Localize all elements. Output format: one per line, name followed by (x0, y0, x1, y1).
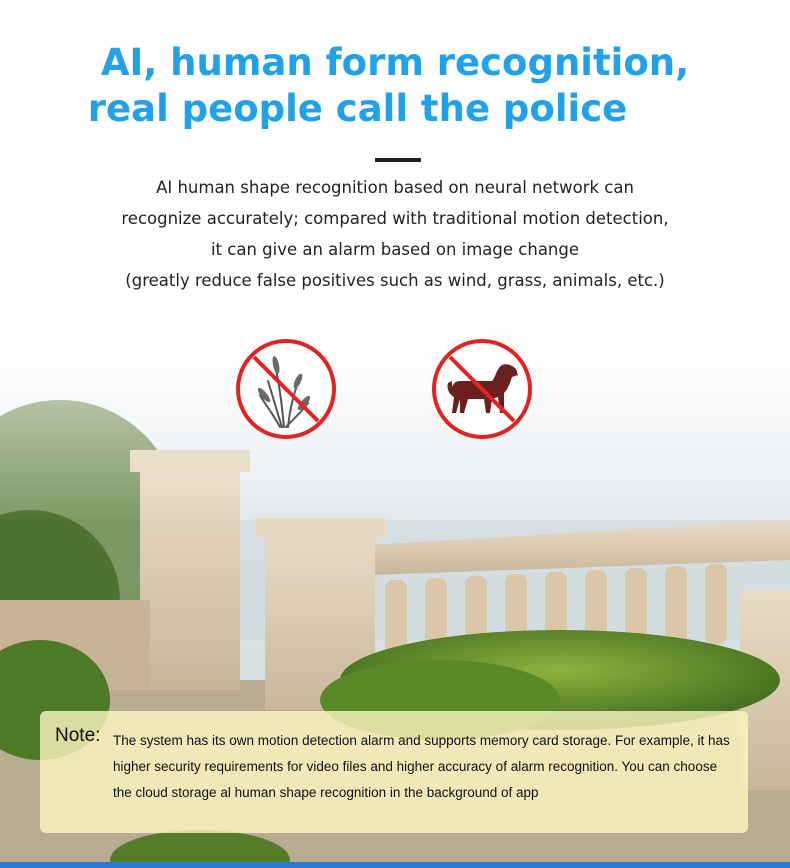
no-animal-icon (430, 337, 534, 441)
description-line-1: AI human shape recognition based on neural network can (156, 178, 634, 197)
note-panel (40, 711, 748, 833)
description-line-3: it can give an alarm based on image change (210, 240, 580, 259)
page-title (0, 40, 790, 132)
note-label: Note: (55, 725, 101, 746)
title-divider (375, 158, 421, 162)
description-line-2: recognize accurately; compared with traditional motion detection, (121, 209, 669, 228)
description-line-4: (greatly reduce false positives such as wind, grass, animals, etc.) (125, 271, 665, 290)
note-text: The system has its own motion detection alarm and supports memory card storage. For example, it has higher security requirements for video files and higher accuracy of alarm recognition. You can choose the cloud storage al human shape recognition in the background of app (113, 733, 730, 800)
description (60, 172, 730, 296)
bottom-accent-bar (0, 862, 790, 868)
title-line-1: AI, human form recognition, (100, 41, 690, 84)
title-line-2: real people call the police (87, 87, 628, 130)
no-grass-icon (234, 337, 338, 441)
